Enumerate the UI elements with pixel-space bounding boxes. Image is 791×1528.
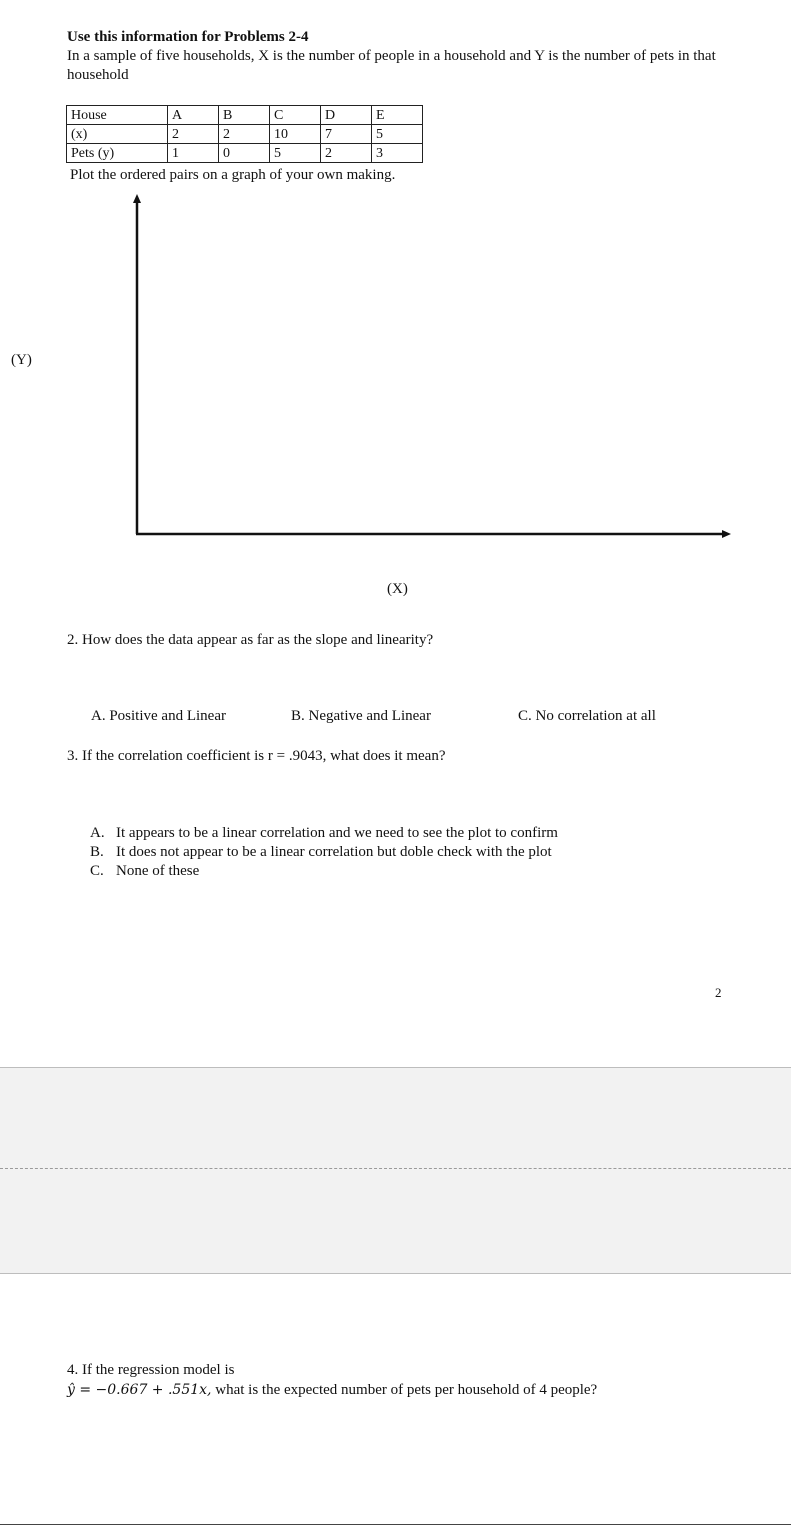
q2-option-c: C. No correlation at all — [518, 708, 656, 724]
house-e: E — [372, 106, 423, 125]
q2-option-b: B. Negative and Linear — [291, 708, 431, 724]
q3-option-b: B. It does not appear to be a linear correlation but doble check with the plot — [90, 844, 552, 860]
x-value: 7 — [321, 125, 372, 144]
q3-options — [90, 824, 558, 881]
household-data-table — [66, 105, 423, 163]
y-axis-label: (Y) — [11, 352, 32, 368]
q3-option-c: C. None of these — [90, 863, 200, 879]
question-4-line-1: 4. If the regression model is — [67, 1362, 235, 1378]
question-4-line-2: ŷ = −0.667 + .551x, what is the expected number of pets per household of 4 people? — [67, 1382, 598, 1398]
y-value: 3 — [372, 144, 423, 163]
x-axis-arrow-icon — [722, 530, 731, 538]
x-value: 2 — [219, 125, 270, 144]
blank-graph-axes — [0, 190, 791, 550]
x-value: 5 — [372, 125, 423, 144]
house-c: C — [270, 106, 321, 125]
regression-equation: ŷ = −0.667 + .551x, — [67, 1382, 212, 1398]
row-label-house: House — [67, 106, 168, 125]
question-2: 2. How does the data appear as far as the slope and linearity? — [67, 632, 434, 648]
page-break-gap — [0, 1067, 791, 1274]
q3-option-a: A. It appears to be a linear correlation and we need to see the plot to confirm — [90, 825, 558, 841]
row-label-pets: Pets (y) — [67, 144, 168, 163]
y-value: 2 — [321, 144, 372, 163]
x-axis-label: (X) — [387, 581, 408, 597]
y-axis-arrow-icon — [133, 194, 141, 203]
x-value: 10 — [270, 125, 321, 144]
problem-heading: Use this information for Problems 2-4 — [67, 29, 309, 45]
y-value: 5 — [270, 144, 321, 163]
house-d: D — [321, 106, 372, 125]
plot-instruction: Plot the ordered pairs on a graph of your own making. — [70, 167, 396, 183]
intro-text: In a sample of five households, X is the number of people in a household and Y is the number of pets in that household — [67, 48, 716, 83]
question-3: 3. If the correlation coefficient is r = .9043, what does it mean? — [67, 748, 446, 764]
house-a: A — [168, 106, 219, 125]
row-label-x: (x) — [67, 125, 168, 144]
table-row — [67, 144, 423, 163]
house-b: B — [219, 106, 270, 125]
x-value: 2 — [168, 125, 219, 144]
q2-option-a: A. Positive and Linear — [91, 708, 226, 724]
y-value: 1 — [168, 144, 219, 163]
page-number: 2 — [715, 985, 722, 1000]
bottom-rule — [0, 1524, 791, 1525]
table-row — [67, 125, 423, 144]
page-break-dashed-line — [0, 1168, 791, 1169]
table-row — [67, 106, 423, 125]
y-value: 0 — [219, 144, 270, 163]
